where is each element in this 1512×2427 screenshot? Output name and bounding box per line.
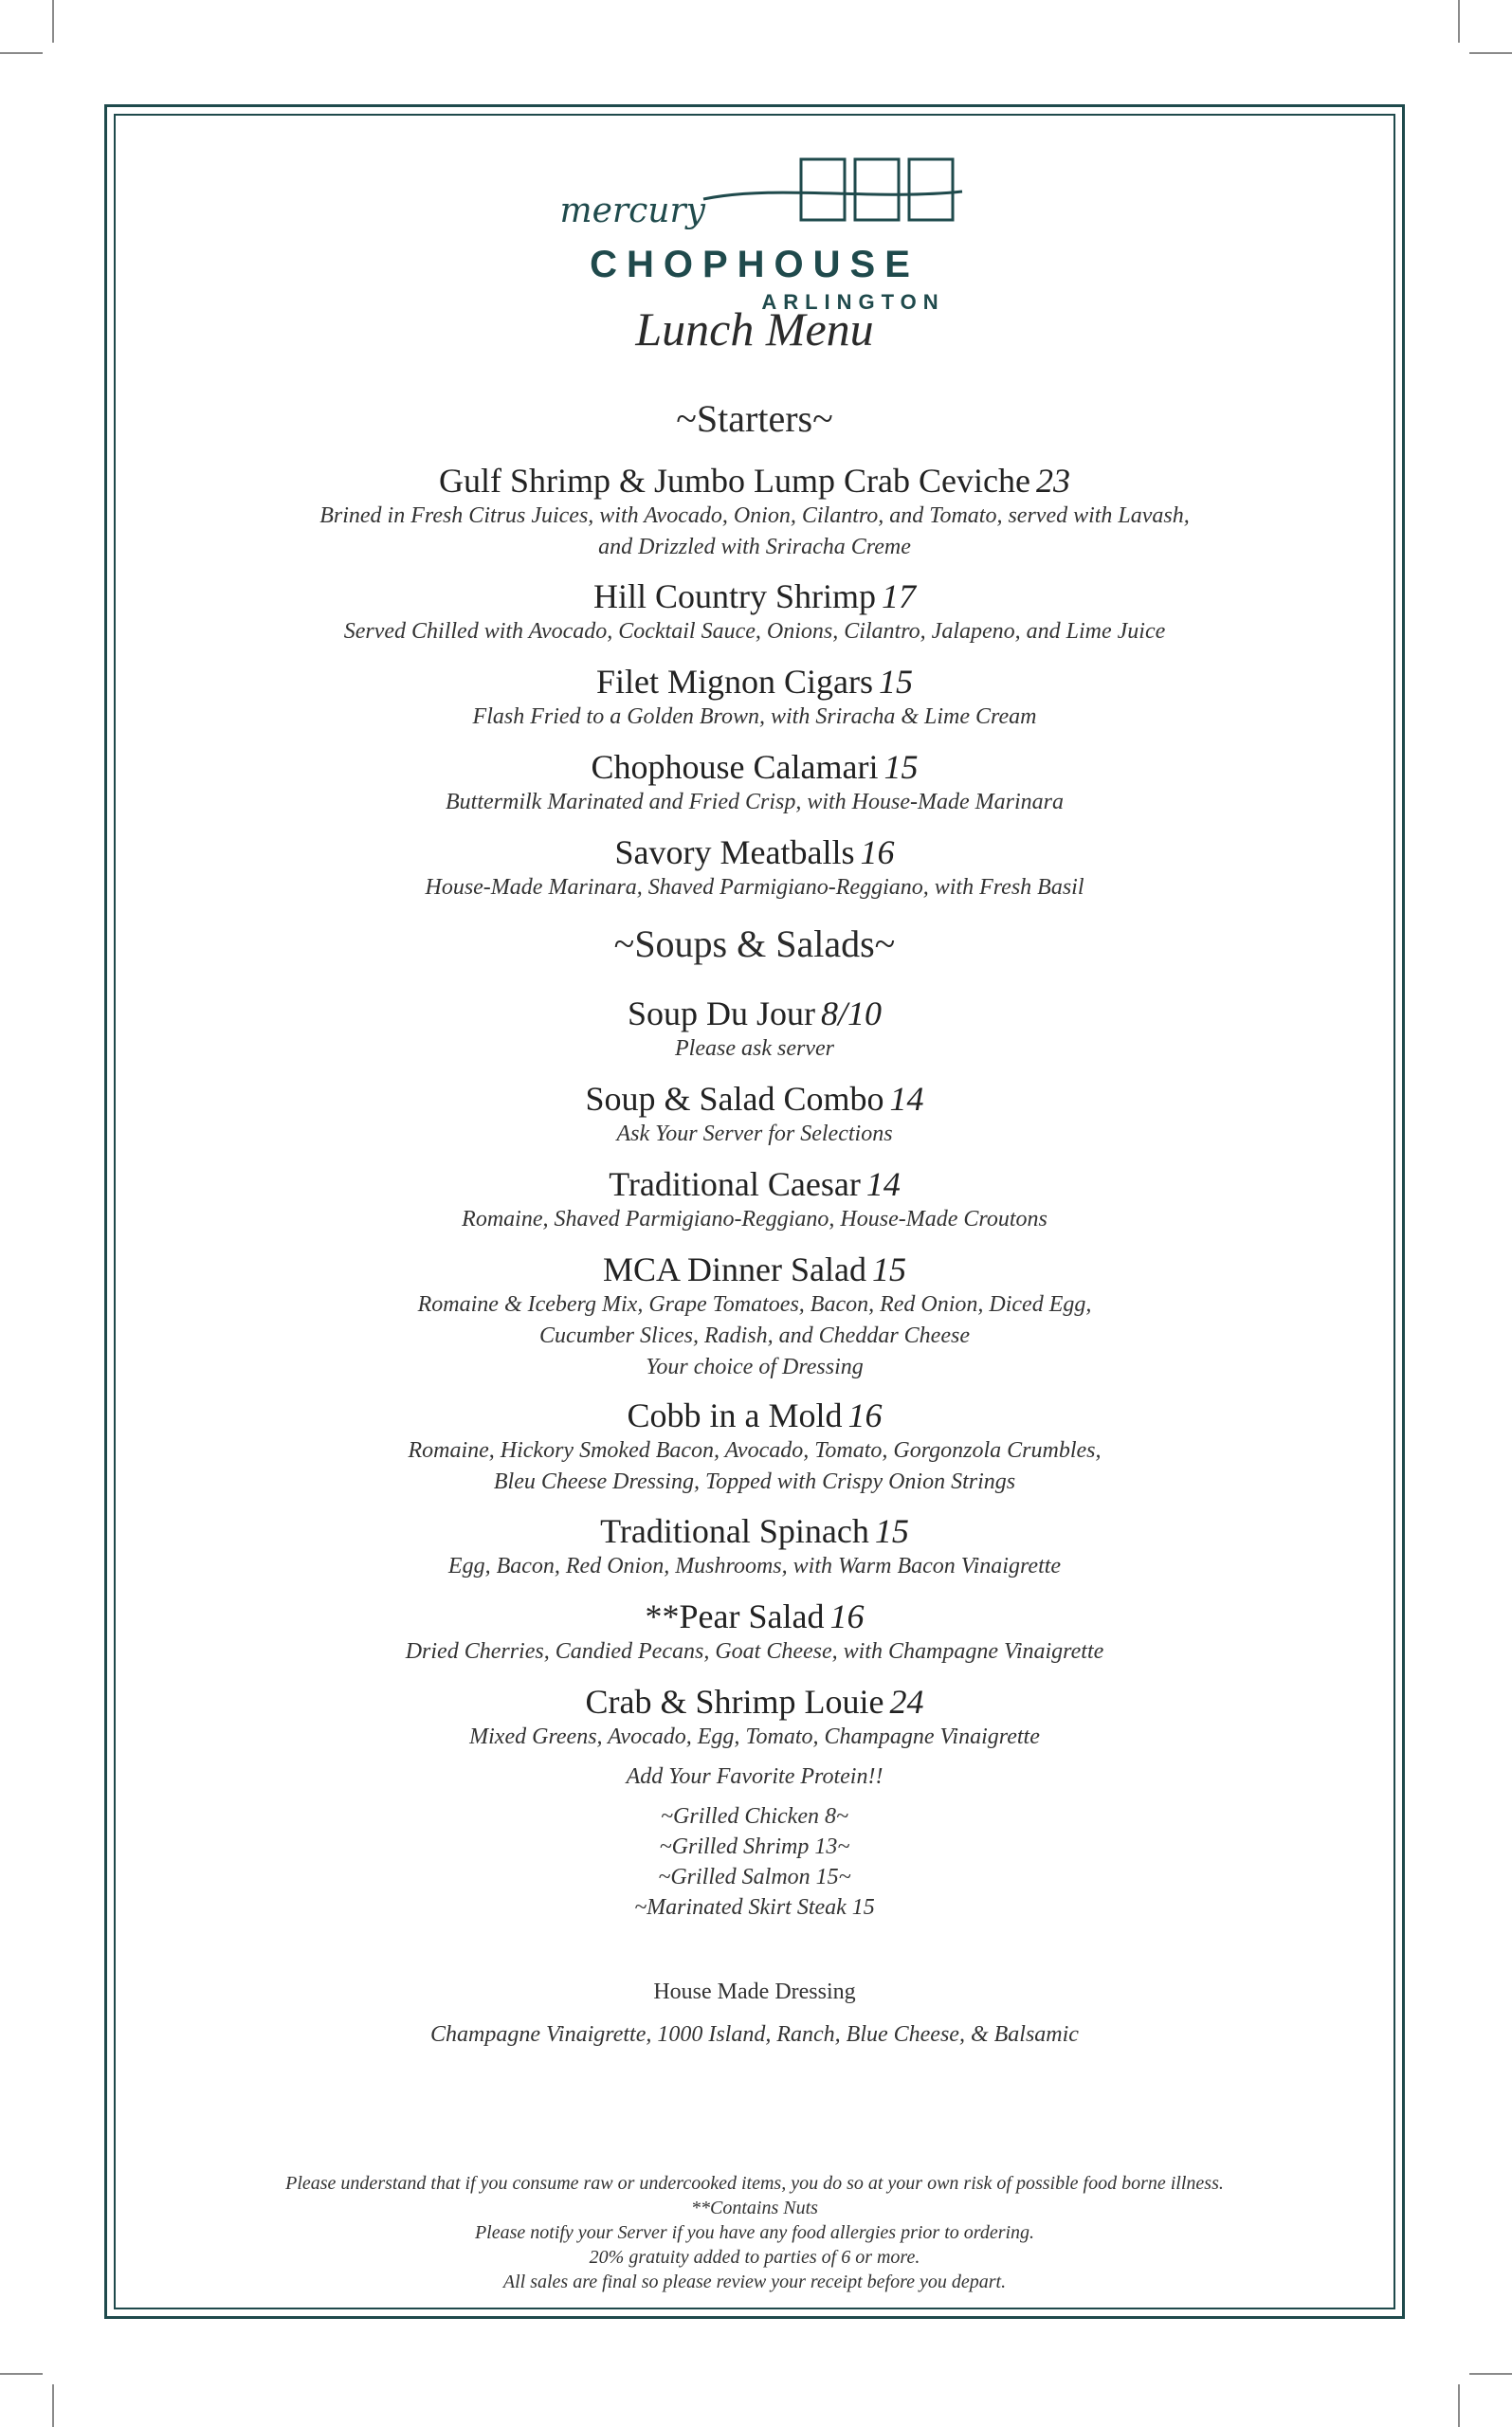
item-description: Flash Fried to a Golden Brown, with Sriracha & Lime Cream bbox=[472, 704, 1037, 729]
item-price: 15 bbox=[884, 748, 919, 786]
item-description: Ask Your Server for Selections bbox=[616, 1122, 893, 1146]
item-name: MCA Dinner Salad bbox=[603, 1250, 866, 1288]
item-description: Buttermilk Marinated and Fried Crisp, with House-Made Marinara bbox=[446, 790, 1064, 814]
logo-script-word: mercury bbox=[559, 192, 705, 230]
menu-item bbox=[114, 1079, 1395, 1150]
item-description: and Drizzled with Sriracha Creme bbox=[598, 535, 911, 559]
item-price: 15 bbox=[871, 1250, 906, 1288]
item-name: Cobb in a Mold bbox=[627, 1396, 843, 1434]
crop-mark bbox=[52, 0, 54, 43]
item-description: Cucumber Slices, Radish, and Cheddar Cheese bbox=[539, 1323, 970, 1348]
footer-line: All sales are final so please review your receipt before you depart. bbox=[502, 2272, 1007, 2292]
item-name: **Pear Salad bbox=[645, 1597, 825, 1635]
item-price: 14 bbox=[865, 1165, 901, 1203]
protein-option: ~Grilled Shrimp 13~ bbox=[659, 1834, 850, 1859]
footer-line: Please notify your Server if you have any food allergies prior to ordering. bbox=[474, 2222, 1035, 2243]
menu-item bbox=[114, 662, 1395, 733]
dressing-heading: House Made Dressing bbox=[653, 1980, 856, 2004]
item-description: Your choice of Dressing bbox=[646, 1355, 864, 1379]
crop-mark bbox=[52, 2384, 54, 2427]
menu-item bbox=[114, 1682, 1395, 1753]
item-price: 14 bbox=[889, 1080, 924, 1118]
restaurant-logo bbox=[114, 135, 1395, 324]
section-title-soups-salads: ~Soups & Salads~ bbox=[613, 922, 896, 965]
item-price: 16 bbox=[829, 1597, 865, 1635]
menu-item bbox=[114, 1164, 1395, 1235]
menu-footer bbox=[114, 2171, 1395, 2294]
section-title-starters: ~Starters~ bbox=[676, 397, 833, 440]
protein-option: ~Grilled Salmon 15~ bbox=[658, 1865, 851, 1889]
menu-item bbox=[114, 994, 1395, 1065]
item-description: House-Made Marinara, Shaved Parmigiano-Reggiano, with Fresh Basil bbox=[425, 875, 1084, 900]
footer-line: 20% gratuity added to parties of 6 or more. bbox=[589, 2247, 920, 2268]
protein-heading: Add Your Favorite Protein!! bbox=[626, 1764, 884, 1789]
item-description: Mixed Greens, Avocado, Egg, Tomato, Champagne Vinaigrette bbox=[469, 1724, 1040, 1749]
item-name: Chophouse Calamari bbox=[591, 748, 879, 786]
item-description: Egg, Bacon, Red Onion, Mushrooms, with Warm Bacon Vinaigrette bbox=[447, 1554, 1062, 1578]
footer-line: **Contains Nuts bbox=[691, 2198, 818, 2218]
item-price: 15 bbox=[874, 1512, 909, 1550]
item-name: Soup Du Jour bbox=[627, 995, 815, 1032]
item-price: 17 bbox=[882, 577, 917, 615]
item-name: Soup & Salad Combo bbox=[585, 1080, 884, 1118]
item-name: Crab & Shrimp Louie bbox=[585, 1683, 884, 1721]
item-name: Gulf Shrimp & Jumbo Lump Crab Ceviche bbox=[439, 462, 1030, 500]
item-description: Romaine, Hickory Smoked Bacon, Avocado, Tomato, Gorgonzola Crumbles, bbox=[408, 1438, 1102, 1463]
item-price: 8/10 bbox=[821, 995, 883, 1032]
menu-item bbox=[114, 747, 1395, 818]
item-description: Romaine & Iceberg Mix, Grape Tomatoes, Bacon, Red Onion, Diced Egg, bbox=[417, 1292, 1092, 1317]
item-description: Romaine, Shaved Parmigiano-Reggiano, House-Made Croutons bbox=[462, 1207, 1047, 1232]
menu-item bbox=[114, 1250, 1395, 1383]
crop-mark bbox=[1469, 52, 1512, 54]
item-description: Served Chilled with Avocado, Cocktail Sauce, Onions, Cilantro, Jalapeno, and Lime Juice bbox=[343, 619, 1166, 644]
menu-item bbox=[114, 832, 1395, 903]
menu-page bbox=[114, 114, 1395, 2309]
protein-option: ~Grilled Chicken 8~ bbox=[661, 1804, 848, 1829]
crop-mark bbox=[1458, 0, 1460, 43]
logo-graphic bbox=[114, 135, 1395, 324]
crop-mark bbox=[1458, 2384, 1460, 2427]
crop-mark bbox=[0, 2373, 43, 2375]
crop-mark bbox=[1469, 2373, 1512, 2375]
item-price: 24 bbox=[889, 1683, 924, 1721]
item-price: 23 bbox=[1035, 462, 1070, 500]
protein-option: ~Marinated Skirt Steak 15 bbox=[634, 1895, 875, 1920]
logo-location: ARLINGTON bbox=[761, 290, 945, 314]
menu-title: Lunch Menu bbox=[635, 302, 874, 356]
footer-line: Please understand that if you consume raw or undercooked items, you do so at your own risk of possible food borne illness. bbox=[285, 2173, 1224, 2194]
item-name: Filet Mignon Cigars bbox=[595, 663, 873, 701]
menu-item bbox=[114, 1396, 1395, 1498]
item-price: 16 bbox=[860, 833, 895, 871]
menu-item bbox=[114, 461, 1395, 563]
item-description: Brined in Fresh Citrus Juices, with Avocado, Onion, Cilantro, and Tomato, served with Lavash, bbox=[319, 503, 1190, 528]
menu-item bbox=[114, 576, 1395, 648]
item-name: Savory Meatballs bbox=[614, 833, 855, 871]
item-name: Traditional Spinach bbox=[600, 1512, 869, 1550]
item-description: Dried Cherries, Candied Pecans, Goat Cheese, with Champagne Vinaigrette bbox=[405, 1639, 1104, 1664]
item-name: Traditional Caesar bbox=[609, 1165, 861, 1203]
dressing-list: Champagne Vinaigrette, 1000 Island, Ranch, Blue Cheese, & Balsamic bbox=[430, 2022, 1079, 2047]
item-price: 16 bbox=[847, 1396, 883, 1434]
menu-item bbox=[114, 1511, 1395, 1582]
item-name: Hill Country Shrimp bbox=[592, 577, 877, 615]
item-description: Bleu Cheese Dressing, Topped with Crispy Onion Strings bbox=[493, 1469, 1016, 1494]
crop-mark bbox=[0, 52, 43, 54]
menu-item bbox=[114, 1597, 1395, 1668]
item-description: Please ask server bbox=[675, 1036, 834, 1061]
logo-name: CHOPHOUSE bbox=[590, 244, 920, 285]
item-price: 15 bbox=[879, 663, 913, 701]
